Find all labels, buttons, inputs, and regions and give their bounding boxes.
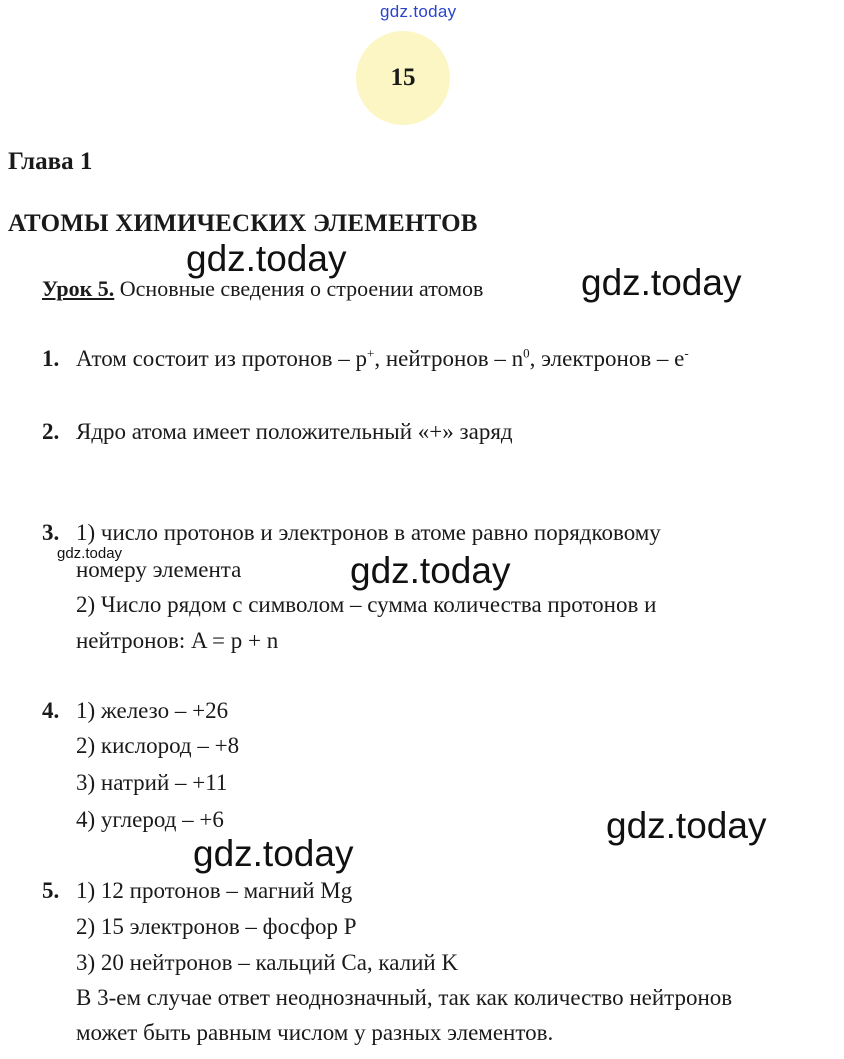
lesson-label: Урок 5.	[42, 276, 115, 301]
charge-superscript: -	[684, 345, 689, 361]
item-number: 3.	[42, 520, 60, 545]
answer-line: нейтронов: A = p + n	[76, 628, 279, 653]
answer-line: 3) 20 нейтронов – кальций Ca, калий K	[76, 950, 459, 975]
answer-line	[76, 346, 689, 372]
answer-line: 4) углерод – +6	[76, 807, 224, 832]
chapter-heading: Глава 1	[8, 148, 93, 175]
lesson-heading	[42, 276, 483, 302]
watermark: gdz.today	[186, 238, 347, 279]
answer-text: , нейтронов – n	[374, 346, 524, 371]
answer-line: Ядро атома имеет положительный «+» заряд	[76, 419, 513, 444]
section-title: АТОМЫ ХИМИЧЕСКИХ ЭЛЕМЕНТОВ	[8, 210, 478, 237]
answer-line: 1) железо – +26	[76, 698, 229, 723]
watermark-small: gdz.today	[57, 545, 123, 562]
item-number: 2.	[42, 419, 60, 444]
charge-superscript: +	[367, 345, 375, 361]
answer-text: , электронов – e	[529, 346, 685, 371]
answer-text: Атом состоит из протонов – p	[76, 346, 367, 371]
watermark: gdz.today	[193, 833, 354, 874]
item-number: 5.	[42, 878, 60, 903]
watermark: gdz.today	[350, 550, 511, 591]
answer-line: может быть равным числом у разных элементов.	[76, 1020, 554, 1045]
answer-line: номеру элемента	[76, 557, 242, 582]
answer-line: 1) число протонов и электронов в атоме равно порядковому	[76, 520, 661, 545]
answer-line: 2) 15 электронов – фосфор P	[76, 914, 357, 939]
charge-superscript: 0	[523, 345, 530, 361]
watermark: gdz.today	[606, 805, 767, 846]
page-number: 15	[356, 31, 450, 125]
item-number: 4.	[42, 698, 60, 723]
answer-line: В 3-ем случае ответ неоднозначный, так как количество нейтронов	[76, 985, 733, 1010]
answer-line: 2) кислород – +8	[76, 733, 240, 758]
answer-line: 2) Число рядом с символом – сумма количества протонов и	[76, 592, 657, 617]
item-number: 1.	[42, 346, 60, 371]
answer-line: 3) натрий – +11	[76, 770, 228, 795]
watermark-top: gdz.today	[380, 2, 457, 21]
answer-line: 1) 12 протонов – магний Mg	[76, 878, 353, 903]
watermark: gdz.today	[581, 262, 742, 303]
lesson-text: Основные сведения о строении атомов	[114, 276, 484, 301]
